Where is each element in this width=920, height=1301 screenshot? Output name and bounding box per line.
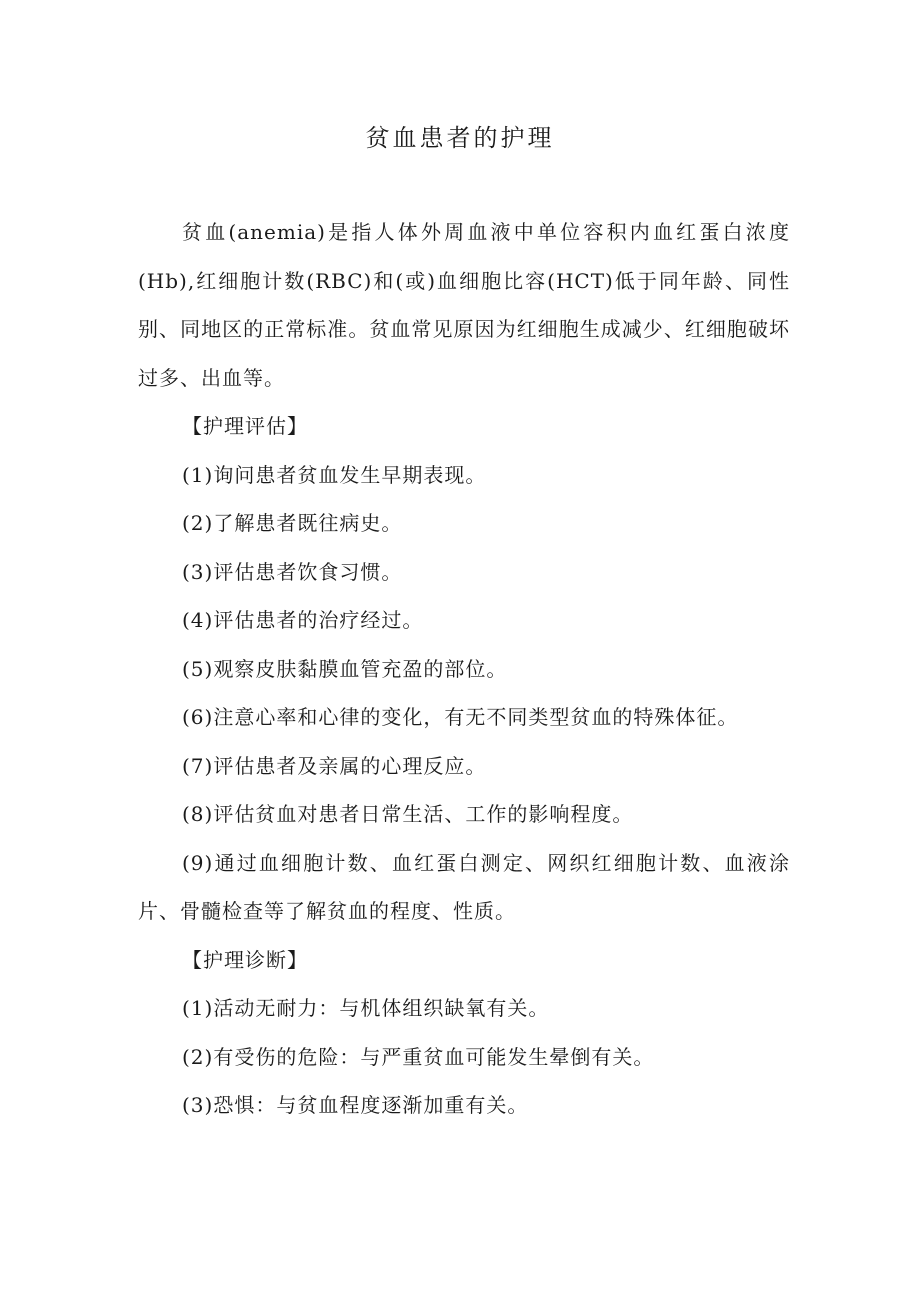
assessment-item: (1)询问患者贫血发生早期表现。 <box>182 462 487 487</box>
assessment-heading: 【护理评估】 <box>182 414 308 438</box>
assessment-item: (2)了解患者既往病史。 <box>182 511 403 535</box>
document-title: 贫血患者的护理 <box>365 124 555 152</box>
diagnosis-heading: 【护理诊断】 <box>182 947 308 972</box>
diagnosis-item: (2)有受伤的危险：与严重贫血可能发生晕倒有关。 <box>182 1044 655 1069</box>
assessment-item: (6)注意心率和心律的变化，有无不同类型贫血的特殊体征。 <box>182 705 739 729</box>
diagnosis-item: (3)恐惧：与贫血程度逐渐加重有关。 <box>182 1093 529 1117</box>
assessment-item: (5)观察皮肤黏膜血管充盈的部位。 <box>182 656 508 681</box>
assessment-item: (8)评估贫血对患者日常生活、工作的影响程度。 <box>182 802 634 826</box>
diagnosis-item: (1)活动无耐力：与机体组织缺氧有关。 <box>182 996 550 1020</box>
intro-paragraph: 贫血(anemia)是指人体外周血液中单位容积内血红蛋白浓度(Hb),红细胞计数(RBC)和(或)血细胞比容(HCT)低于同年龄、同性别、同地区的正常标准。贫血常见原因为红细胞生成减少、红细胞破坏过多、出血等。 <box>138 220 790 390</box>
assessment-item: (4)评估患者的治疗经过。 <box>182 608 424 632</box>
assessment-item: (9)通过血细胞计数、血红蛋白测定、网织红细胞计数、血液涂片、骨髓检查等了解贫血的程度、性质。 <box>138 850 790 923</box>
assessment-item: (7)评估患者及亲属的心理反应。 <box>182 753 487 778</box>
document-body <box>138 208 790 1130</box>
assessment-item: (3)评估患者饮食习惯。 <box>182 559 403 584</box>
